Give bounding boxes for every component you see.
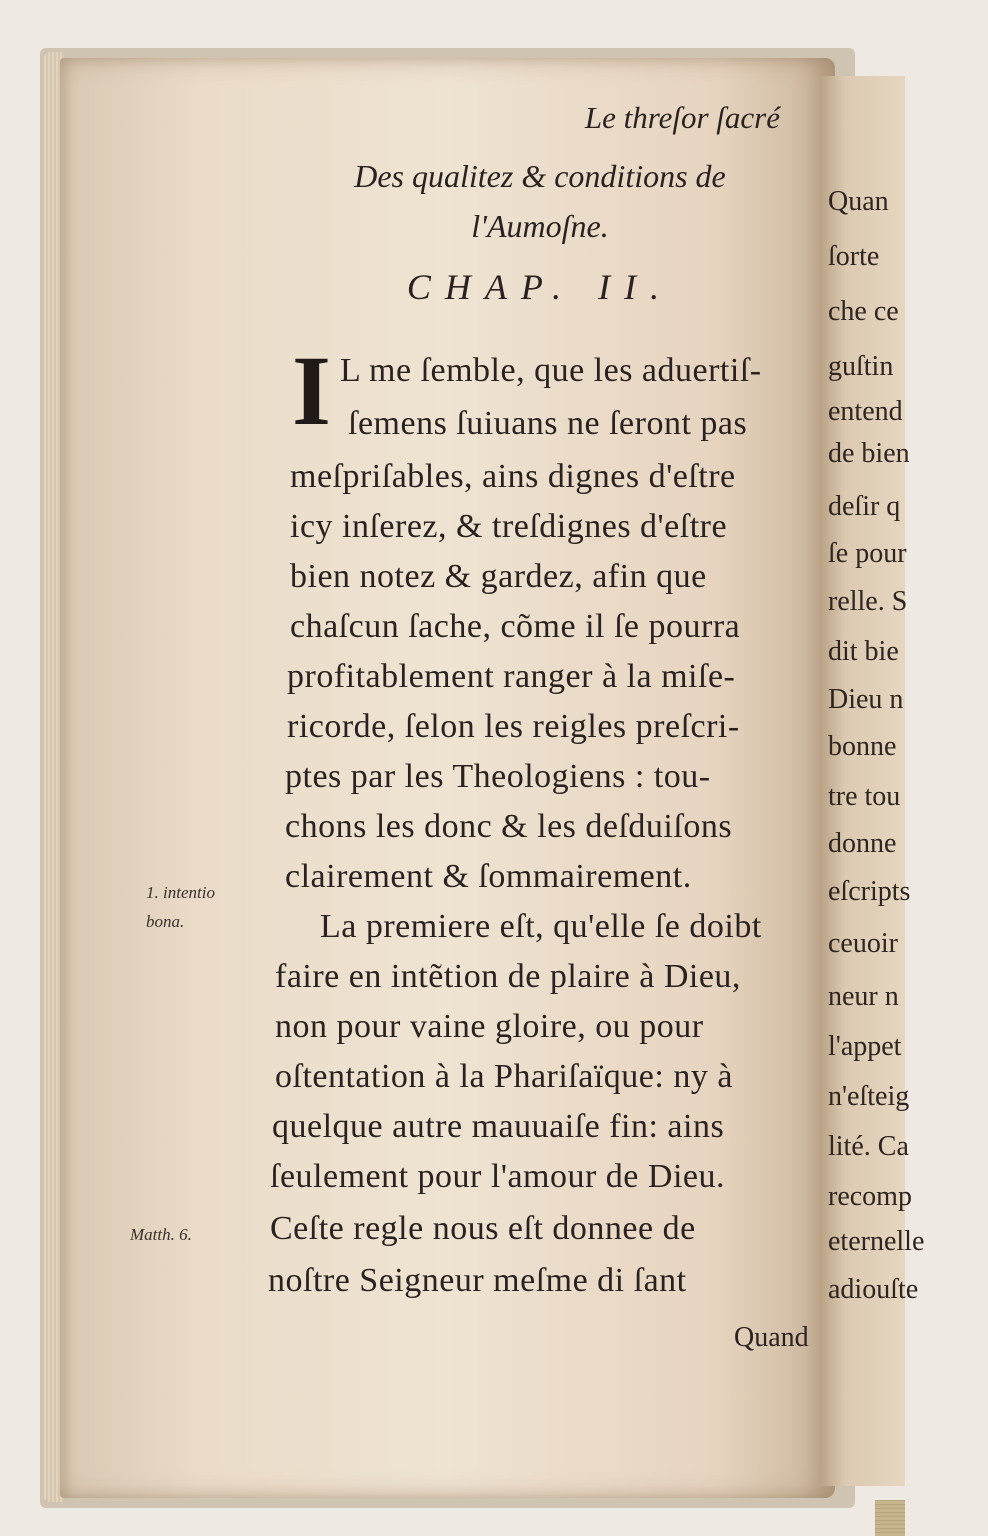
facing-line: Dieu n	[828, 684, 904, 715]
bookmark-ribbon	[875, 1500, 905, 1536]
body-line: quelque autre mauuaiſe fin: ains	[272, 1108, 725, 1145]
body-line: ſemens ſuiuans ne ſeront pas	[348, 405, 748, 442]
body-line: bien notez & gardez, afin que	[290, 558, 707, 595]
body-line: noſtre Seigneur meſme di ſant	[268, 1262, 687, 1299]
chapter-number: CHAP. II.	[406, 267, 674, 307]
catchword: Quand	[734, 1322, 809, 1353]
facing-line: guſtin	[828, 351, 894, 382]
margin-note: 1. intentio	[146, 883, 215, 902]
facing-line: donne	[828, 828, 897, 859]
body-line: faire en intẽtion de plaire à Dieu,	[275, 958, 741, 995]
facing-line: l'appet	[828, 1031, 902, 1062]
facing-line: relle. S	[828, 586, 908, 617]
facing-line: ceuoir	[828, 928, 898, 959]
body-line: icy inſerez, & treſdignes d'eſtre	[290, 508, 728, 545]
facing-line: eſcripts	[828, 876, 911, 907]
facing-line: neur n	[828, 981, 899, 1012]
facing-line: dit bie	[828, 636, 899, 667]
facing-line: ſorte	[828, 241, 880, 272]
facing-line: Quan	[828, 186, 889, 217]
facing-page	[820, 76, 925, 1486]
facing-line: lité. Ca	[828, 1131, 909, 1162]
facing-line: tre tou	[828, 781, 901, 812]
facing-line: de bien	[828, 438, 910, 469]
body-line: clairement & ſommairement.	[285, 858, 692, 895]
facing-line: adiouſte	[828, 1274, 919, 1305]
body-line: ſeulement pour l'amour de Dieu.	[270, 1158, 725, 1195]
body-line: chons les donc & les deſduiſons	[285, 808, 733, 845]
facing-line: che ce	[828, 296, 899, 327]
body-line: profitablement ranger à la miſe-	[287, 658, 736, 695]
facing-line: ſe pour	[828, 538, 907, 569]
margin-note: Matth. 6.	[130, 1225, 192, 1244]
body-line: oſtentation à la Phariſaïque: ny à	[275, 1058, 733, 1095]
facing-line: recomp	[828, 1181, 912, 1212]
chapter-title: Des qualitez & conditions de	[354, 158, 726, 194]
drop-cap: I	[292, 335, 331, 446]
body-line: meſpriſables, ains dignes d'eſtre	[290, 458, 736, 495]
body-line: La premiere eſt, qu'elle ſe doibt	[320, 908, 762, 945]
chapter-title-continued: l'Aumoſne.	[471, 208, 609, 244]
facing-line: n'eſteig	[828, 1081, 910, 1112]
body-line: L me ſemble, que les aduertiſ-	[340, 352, 762, 389]
facing-line: eternelle	[828, 1226, 925, 1257]
margin-note: bona.	[146, 912, 185, 931]
facing-line: deſir q	[828, 491, 901, 522]
facing-line: bonne	[828, 731, 897, 762]
body-line: Ceſte regle nous eſt donnee de	[270, 1210, 696, 1247]
facing-line: entend	[828, 396, 903, 427]
body-line: ricorde, ſelon les reigles preſcri-	[287, 708, 740, 745]
running-head: Le threſor ſacré	[584, 100, 780, 135]
body-line: ptes par les Theologiens : tou-	[285, 758, 711, 795]
body-line: non pour vaine gloire, ou pour	[275, 1008, 704, 1045]
body-line: chaſcun ſache, cõme il ſe pourra	[290, 608, 741, 645]
